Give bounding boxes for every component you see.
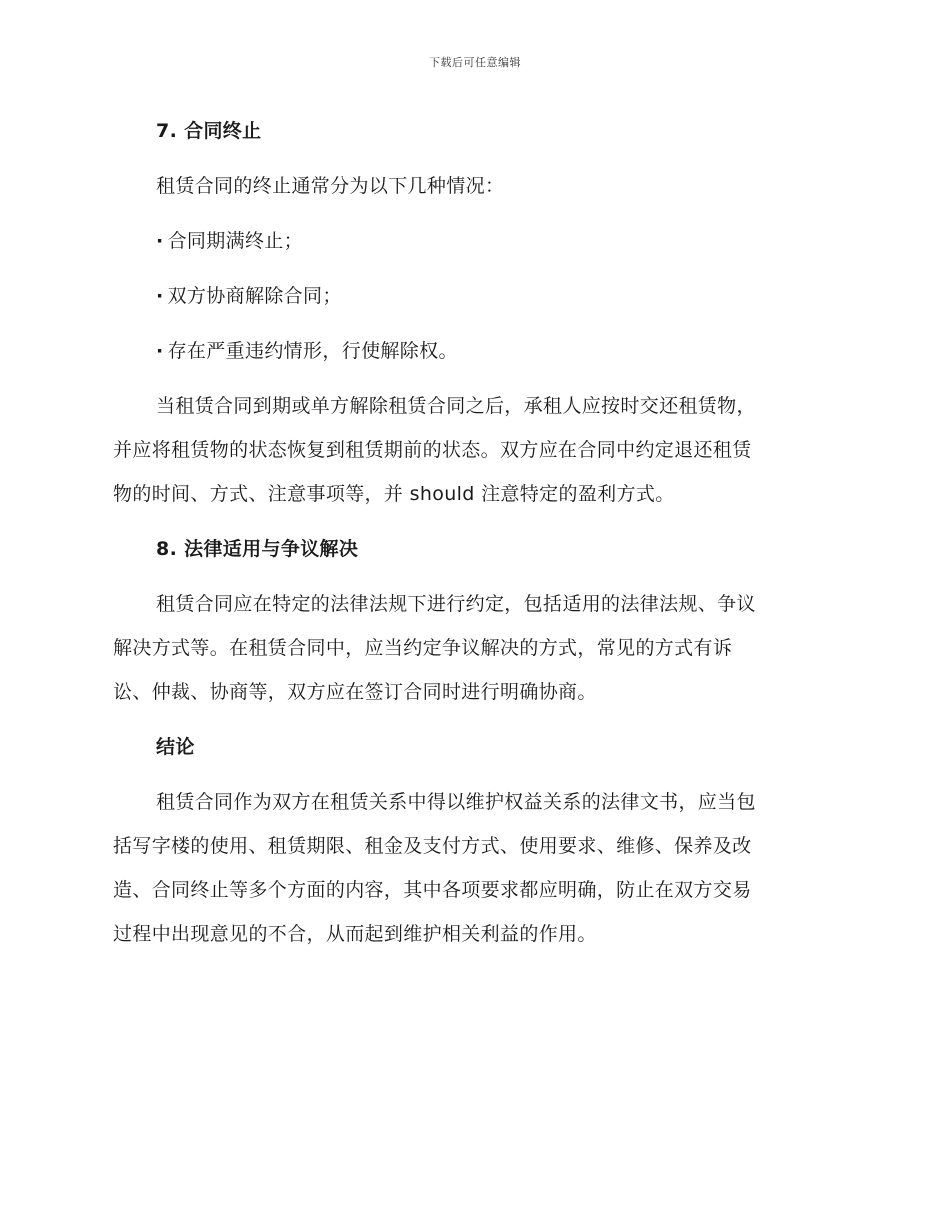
section-heading-conclusion: 结论	[156, 736, 195, 758]
paragraph-line: 讼、仲裁、协商等，双方应在签订合同时进行明确协商。	[113, 681, 597, 703]
bullet-dot-icon: ·	[156, 230, 164, 252]
document-body	[113, 109, 835, 967]
paragraph-line: 物的时间、方式、注意事项等，并 should 注意特定的盈利方式。	[113, 483, 675, 505]
bullet-dot-icon: ·	[156, 340, 164, 362]
section-heading-contract-termination: 7. 合同终止	[156, 120, 262, 142]
paragraph-line: 当租赁合同到期或单方解除租赁合同之后，承租人应按时交还租赁物，	[156, 395, 756, 417]
paragraph-line: 括写字楼的使用、租赁期限、租金及支付方式、使用要求、维修、保养及改	[113, 835, 752, 857]
paragraph-line: 解决方式等。在租赁合同中，应当约定争议解决的方式，常见的方式有诉	[113, 637, 733, 659]
bullet-text: 存在严重违约情形，行使解除权。	[167, 340, 458, 362]
bullet-text: 双方协商解除合同；	[167, 285, 342, 307]
paragraph	[113, 780, 835, 956]
paragraph-line: 并应将租赁物的状态恢复到租赁期前的状态。双方应在合同中约定退还租赁	[113, 439, 752, 461]
bullet-text: 合同期满终止；	[167, 230, 304, 252]
section-intro: 租赁合同的终止通常分为以下几种情况：	[156, 175, 505, 197]
paragraph-line: 过程中出现意见的不合，从而起到维护相关利益的作用。	[113, 923, 597, 945]
paragraph-line: 造、合同终止等多个方面的内容，其中各项要求都应明确，防止在双方交易	[113, 879, 752, 901]
section-heading-law-and-dispute: 8. 法律适用与争议解决	[156, 538, 359, 560]
bullet-item	[113, 219, 835, 263]
paragraph-line: 租赁合同作为双方在租赁关系中得以维护权益关系的法律文书，应当包	[156, 791, 756, 813]
bullet-dot-icon: ·	[156, 285, 164, 307]
bullet-item	[113, 274, 835, 318]
paragraph	[113, 582, 835, 714]
bullet-item	[113, 329, 835, 373]
paragraph	[113, 384, 835, 516]
page-header: 下载后可任意编辑	[429, 56, 521, 69]
paragraph-line: 租赁合同应在特定的法律法规下进行约定，包括适用的法律法规、争议	[156, 593, 756, 615]
